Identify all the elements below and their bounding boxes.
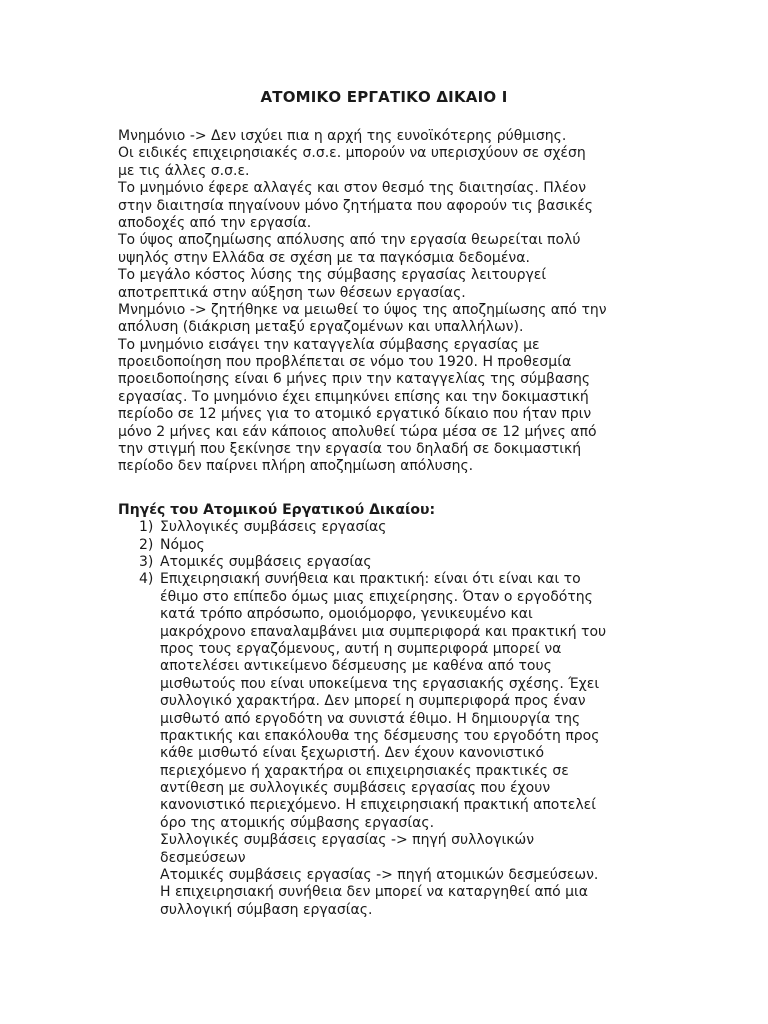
text-line: υψηλός στην Ελλάδα σε σχέση με τα παγκόσμια δεδομένα. (118, 249, 530, 266)
list-item-text: κάθε μισθωτό είναι ξεχωριστή. Δεν έχουν κανονιστικό (160, 745, 545, 762)
list-item-text: συλλογικό χαρακτήρα. Δεν μπορεί η συμπεριφορά προς έναν (160, 693, 586, 710)
text-line: συλλογική σύμβαση εργασίας. (160, 901, 373, 918)
list-item (118, 554, 718, 571)
document-title: ΑΤΟΜΙΚΟ ΕΡΓΑΤΙΚΟ ΔΙΚΑΙΟ Ι (260, 88, 508, 106)
list-item-text: μισθωτούς που είναι υποκείμενα της εργασιακής σχέσης. Έχει (160, 675, 600, 692)
list-item-text: προς τους εργαζόμενους, αυτή η συμπεριφορά μπορεί να (160, 640, 562, 657)
list-item-text: μακρόχρονο επαναλαμβάνει μια συμπεριφορά και πρακτική του (160, 623, 607, 640)
text-line: απόλυση (διάκριση μεταξύ εργαζομένων και υπαλλήλων). (118, 319, 524, 336)
text-line: Μνημόνιο -> Δεν ισχύει πια η αρχή της ευνοϊκότερης ρύθμισης. (118, 128, 567, 144)
text-line: με τις άλλες σ.σ.ε. (118, 162, 250, 179)
list-item-text: όρο της ατομικής σύμβασης εργασίας. (160, 814, 435, 831)
text-line: εργασίας. Το μνημόνιο έχει επιμηκύνει επίσης και την δοκιμαστική (118, 388, 589, 405)
list-item-text: Συλλογικές συμβάσεις εργασίας (160, 519, 387, 536)
text-line: περίοδο σε 12 μήνες για το ατομικό εργατικό δίκαιο που ήταν πριν (118, 406, 592, 423)
text-line: προειδοποίησης είναι 6 μήνες πριν την καταγγελίας της σύμβασης (118, 371, 591, 388)
list-item-text: πρακτικής και επακόλουθα της δέσμευσης του εργοδότη προς (160, 727, 600, 744)
list-item (118, 537, 718, 554)
text-line: αποτρεπτικά στην αύξηση των θέσεων εργασίας. (118, 284, 466, 301)
intro-paragraph (118, 128, 718, 476)
text-line: Ατομικές συμβάσεις εργασίας -> πηγή ατομικών δεσμεύσεων. (160, 867, 599, 884)
spacer (118, 476, 718, 502)
list-item-text: περιεχόμενο ή χαρακτήρα οι επιχειρησιακές πρακτικές σε (160, 762, 569, 779)
sources-list (118, 519, 718, 832)
list-number: 2) (139, 536, 154, 553)
text-line: Το μνημόνιο εισάγει την καταγγελία σύμβασης εργασίας με (118, 336, 540, 353)
list-item-text: έθιμο στο επίπεδο όμως μιας επιχείρησης. Όταν ο εργοδότης (160, 588, 593, 605)
list-item-text: Νόμος (160, 536, 205, 553)
list-item-text: μισθωτό από εργοδότη να συνιστά έθιμο. Η δημιουργία της (160, 710, 581, 727)
document-body (118, 128, 718, 919)
text-line: Το ύψος αποζημίωσης απόλυσης από την εργασία θεωρείται πολύ (118, 232, 581, 249)
list-number: 1) (139, 519, 154, 536)
list-item-text: αποτελέσει αντικείμενο δέσμευσης με καθένα από τους (160, 658, 552, 675)
text-line: μόνο 2 μήνες και εάν κάποιος απολυθεί τώρα μέσα σε 12 μήνες από (118, 423, 597, 440)
list-number: 3) (139, 553, 154, 570)
closing-notes (118, 832, 718, 919)
text-line: προειδοποίηση που προβλέπεται σε νόμο του 1920. Η προθεσμία (118, 354, 572, 371)
sources-heading: Πηγές του Ατομικού Εργατικού Δικαίου: (118, 501, 436, 518)
list-item-text: κατά τρόπο απρόσωπο, ομοιόμορφο, γενικευμένο και (160, 606, 533, 623)
text-line: Το μεγάλο κόστος λύσης της σύμβασης εργασίας λειτουργεί (118, 267, 547, 284)
text-line: περίοδο δεν παίρνει πλήρη αποζημίωση απόλυσης. (118, 458, 474, 475)
text-line: Το μνημόνιο έφερε αλλαγές και στον θεσμό της διαιτησίας. Πλέον (118, 180, 587, 197)
list-number: 4) (139, 571, 154, 588)
text-line: Συλλογικές συμβάσεις εργασίας -> πηγή συλλογικών (160, 832, 535, 849)
text-line: την στιγμή που ξεκίνησε την εργασία του δηλαδή σε δοκιμαστική (118, 441, 582, 458)
text-line: Μνημόνιο -> ζητήθηκε να μειωθεί το ύψος της αποζημίωσης από την (118, 301, 607, 318)
text-line: Οι ειδικές επιχειρησιακές σ.σ.ε. μπορούν να υπερισχύουν σε σχέση (118, 145, 586, 162)
list-item-text: αντίθεση με συλλογικές συμβάσεις εργασίας που έχουν (160, 780, 551, 797)
text-line: δεσμεύσεων (160, 849, 246, 866)
list-item-text: Επιχειρησιακή συνήθεια και πρακτική: είναι ότι είναι και το (160, 571, 581, 588)
text-line: αποδοχές από την εργασία. (118, 214, 312, 231)
list-item-text: Ατομικές συμβάσεις εργασίας (160, 553, 372, 570)
text-line: στην διαιτησία πηγαίνουν μόνο ζητήματα που αφορούν τις βασικές (118, 197, 593, 214)
list-item-text: κανονιστικό περιεχόμενο. Η επιχειρησιακή πρακτική αποτελεί (160, 797, 596, 814)
text-line: Η επιχειρησιακή συνήθεια δεν μπορεί να καταργηθεί από μια (160, 884, 588, 901)
list-item (118, 571, 718, 832)
list-item (118, 519, 718, 536)
